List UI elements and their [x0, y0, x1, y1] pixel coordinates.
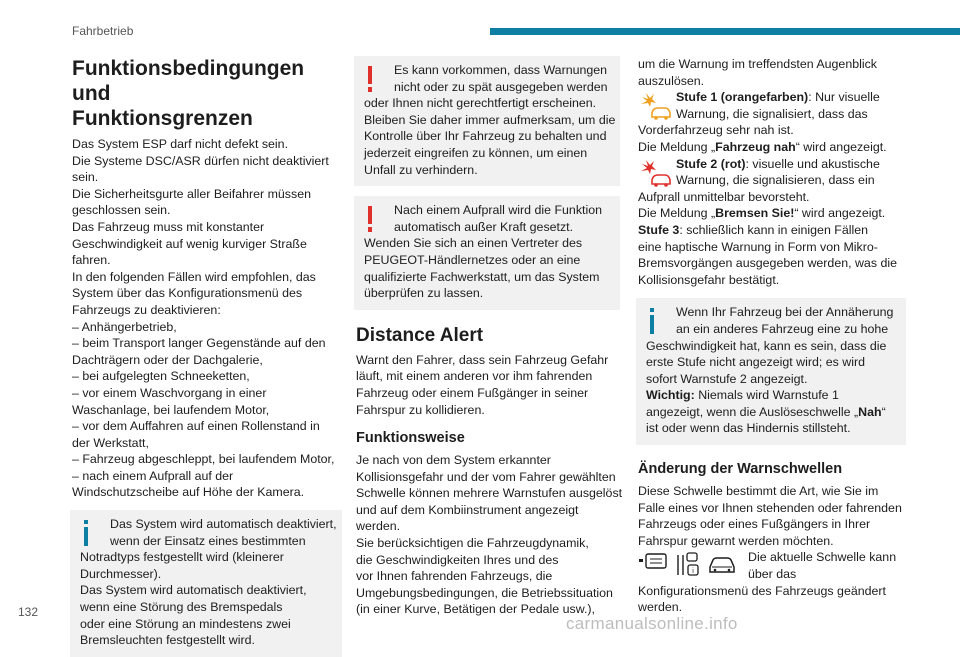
text-line: erste Stufe nicht angezeigt wird; es wird — [646, 355, 866, 370]
text-line: In den folgenden Fällen wird empfohlen, das — [72, 269, 316, 284]
text-span: “ wird angezeigt. — [794, 206, 886, 221]
text-line: Durchmesser). — [80, 566, 162, 581]
text-line: Notradtyps festgestellt wird (kleinerer — [80, 550, 284, 565]
text-line: vor Ihnen fahrenden Fahrzeugs, die — [356, 569, 553, 584]
info-icon — [82, 520, 90, 546]
list-item: – nach einem Aufprall auf der — [72, 468, 234, 483]
message-name: Fahrzeug nah — [715, 139, 796, 154]
text-line: Dachträgern oder der Dachgalerie, — [72, 352, 263, 367]
text-line: Fahrzeug oder einem Fußgänger in seiner — [356, 385, 589, 400]
text-span: : schließlich kann in einigen Fällen — [679, 222, 869, 237]
text-line: Schwelle können mehrere Warnstufen ausgelöst — [356, 486, 623, 501]
text-line: läuft, mit einem anderen vor ihm fahrenden — [356, 369, 593, 384]
paragraph-intro — [356, 352, 618, 418]
text-line: Waschanlage, bei laufendem Motor, — [72, 402, 270, 417]
text-line: oder Ihnen nicht gerechtfertigt erscheinen. — [364, 96, 597, 111]
text-line: Die Systeme DSC/ASR dürfen nicht deaktiviert — [72, 153, 329, 168]
text-line: Wenn Ihr Fahrzeug bei der Annäherung — [676, 305, 894, 320]
text-span: “ — [881, 404, 886, 419]
list-item: – Anhängerbetrieb, — [72, 319, 177, 334]
text-line: überprüfen zu lassen. — [364, 286, 484, 301]
text-line: Fahrzeugs oder eines Fußgängers in Ihrer — [638, 517, 871, 532]
paragraph-body — [356, 452, 623, 618]
warning-icon — [366, 206, 374, 232]
section-header-title: Fahrbetrieb — [72, 24, 134, 38]
text-line: Fahrspur gewarnt werden möchten. — [638, 533, 834, 548]
car-icon — [710, 558, 734, 572]
text-line: Warnt den Fahrer, dass sein Fahrzeug Gefahr — [356, 352, 609, 367]
text-line: oder eine Störung an mindestens zwei — [80, 616, 291, 631]
text-span: Die Meldung „ — [638, 139, 716, 154]
subsection-title: Funktionsweise — [356, 430, 465, 447]
stage-2-block — [638, 156, 904, 189]
text-line: geschlossen sein. — [72, 203, 171, 218]
text-line: sein. — [72, 170, 99, 185]
text-line: jederzeit eingreifen zu können, um einen — [364, 145, 588, 160]
section-header-bar — [490, 28, 960, 35]
text-line: Kollisionsgefahr bestätigt. — [638, 272, 780, 287]
page-number: 132 — [18, 605, 39, 619]
text-line: Nach einem Aufprall wird die Funktion — [394, 203, 602, 218]
text-line: Kollisionsgefahr und der vom Fahrer gewählten — [356, 469, 616, 484]
text-line: der Werkstatt, — [72, 435, 149, 450]
text-line: Warnung, die signalisiert, dass das — [676, 106, 868, 121]
text-line: qualifizierte Fachwerkstatt, um das System — [364, 269, 600, 284]
text-line: fahren. — [72, 253, 111, 268]
text-line: Das Fahrzeug muss mit konstanter — [72, 219, 265, 234]
text-line: Die aktuelle Schwelle kann — [748, 550, 897, 565]
stage-2-label: Stufe 2 (rot) — [676, 156, 746, 171]
list-item: – vor dem Auffahren auf einen Rollenstand in — [72, 419, 320, 434]
column-2 — [356, 56, 623, 618]
collision-warning-icon — [638, 158, 672, 188]
column-1 — [72, 56, 340, 657]
text-line: Warnung, die signalisieren, dass ein — [676, 173, 875, 188]
text-line: Bremsvorgängen ausgegeben werden, was die — [638, 256, 897, 271]
text-line: und auf dem Kombiinstrument angezeigt — [356, 502, 579, 517]
text-line: Je nach von dem System erkannter — [356, 453, 551, 468]
text-line: Die Sicherheitsgurte aller Beifahrer müssen — [72, 186, 311, 201]
list-item: – bei aufgelegten Schneeketten, — [72, 369, 250, 384]
text-span: “ wird angezeigt. — [795, 139, 887, 154]
text-span: Die Meldung „ — [638, 206, 716, 221]
text-line: Diese Schwelle bestimmt die Art, wie Sie im — [638, 484, 879, 499]
vehicle-settings-icon — [638, 551, 740, 577]
note-label: Wichtig: — [646, 388, 695, 403]
text-line: Falle eines vor Ihnen stehenden oder fahrenden — [638, 500, 902, 515]
text-span: angezeigt, wenn die Auslöseschwelle „ — [646, 404, 859, 419]
text-line: Kontrolle über Ihr Fahrzeug zu behalten und — [364, 129, 607, 144]
text-line: sofort Warnstufe 2 angezeigt. — [646, 371, 808, 386]
text-line: Geschwindigkeit auf wenig kurviger Straße — [72, 236, 307, 251]
text-line: um die Warnung im treffendsten Augenblick — [638, 57, 877, 71]
text-line: Windschutzscheibe auf Höhe der Kamera. — [72, 485, 305, 500]
text-line: Fahrzeugs zu deaktivieren: — [72, 302, 221, 317]
warning-box — [354, 196, 620, 310]
text-span: : Nur visuelle — [808, 90, 880, 105]
text-line: System über das Konfigurationsmenü des — [72, 286, 303, 301]
warning-icon — [366, 66, 374, 92]
text-line: die Geschwindigkeiten Ihres und des — [356, 552, 559, 567]
text-line: über das — [748, 567, 797, 582]
text-line: Unfall zu verhindern. — [364, 162, 478, 177]
paragraph-body — [638, 483, 904, 549]
paragraph-conditions — [72, 136, 340, 501]
subsection-title: Änderung der Warnschwellen — [638, 461, 843, 478]
text-line: automatisch außer Kraft gesetzt. — [394, 219, 574, 234]
text-line: Das System wird automatisch deaktiviert, — [110, 517, 337, 532]
settings-icons-block — [638, 549, 904, 582]
text-line: eine haptische Warnung in Form von Mikro- — [638, 239, 878, 254]
text-line: (in einer Kurve, Betätigen der Pedale usw.), — [356, 602, 595, 617]
text-line: Aufprall unmittelbar bevorsteht. — [638, 189, 810, 204]
stage-3-label: Stufe 3 — [638, 222, 680, 237]
svg-text:i: i — [692, 568, 694, 576]
text-span: Niemals wird Warnstufe 1 — [694, 388, 839, 403]
stage-1-block — [638, 89, 904, 122]
text-line: Sie berücksichtigen die Fahrzeugdynamik, — [356, 536, 589, 551]
setting-name: Nah — [858, 404, 882, 419]
text-line: Bleiben Sie daher immer aufmerksam, um die — [364, 112, 616, 127]
text-span: : visuelle und akustische — [745, 156, 880, 171]
text-line: PEUGEOT-Händlernetzes oder an eine — [364, 252, 581, 267]
text-line: Konfigurationsmenü des Fahrzeugs geändert — [638, 583, 886, 598]
text-line: Fahrspur zu kollidieren. — [356, 402, 485, 417]
text-line: werden. — [356, 519, 401, 534]
text-line: Umgebungsbedingungen, die Betriebssituation — [356, 585, 613, 600]
text-line: Das System ESP darf nicht defekt sein. — [72, 137, 289, 151]
collision-warning-icon — [638, 91, 672, 121]
list-item: – vor einem Waschvorgang in einer — [72, 385, 267, 400]
touchscreen-icon — [678, 553, 698, 575]
info-box — [70, 510, 342, 657]
stage-1-label: Stufe 1 (orangefarben) — [676, 90, 809, 105]
section-title-line: Funktionsgrenzen — [72, 107, 253, 130]
text-line: Geschwindigkeit hat, kann es sein, dass die — [646, 338, 887, 353]
text-line: Das System wird automatisch deaktiviert, — [80, 583, 307, 598]
list-item: – beim Transport langer Gegenstände auf den — [72, 336, 326, 351]
vehicle-settings-icon — [639, 554, 666, 568]
text-line: Wenden Sie sich an einen Vertreter des — [364, 236, 583, 251]
info-box — [636, 298, 906, 445]
text-line: wenn der Einsatz eines bestimmten — [110, 533, 306, 548]
text-line: werden. — [638, 600, 683, 615]
text-line: Vorderfahrzeug sehr nah ist. — [638, 123, 794, 138]
text-line: wenn eine Störung des Bremspedals — [80, 600, 283, 615]
text-line: auszulösen. — [638, 73, 705, 88]
section-title-line: Funktionsbedingungen und — [72, 57, 305, 105]
column-3 — [638, 56, 904, 616]
text-line: ist oder wenn das Hindernis stillsteht. — [646, 421, 851, 436]
text-line: an ein anderes Fahrzeug eine zu hohe — [676, 321, 889, 336]
message-name: Bremsen Sie! — [715, 206, 795, 221]
text-line: Es kann vorkommen, dass Warnungen — [394, 63, 608, 77]
watermark: carmanualsonline.info — [566, 614, 738, 633]
section-title: Distance Alert — [356, 324, 484, 346]
text-line: Bremsleuchten festgestellt wird. — [80, 633, 255, 648]
info-icon — [648, 308, 656, 334]
warning-box — [354, 56, 620, 186]
list-item: – Fahrzeug abgeschleppt, bei laufendem Motor, — [72, 452, 335, 467]
text-line: nicht oder zu spät ausgegeben werden — [394, 79, 608, 94]
